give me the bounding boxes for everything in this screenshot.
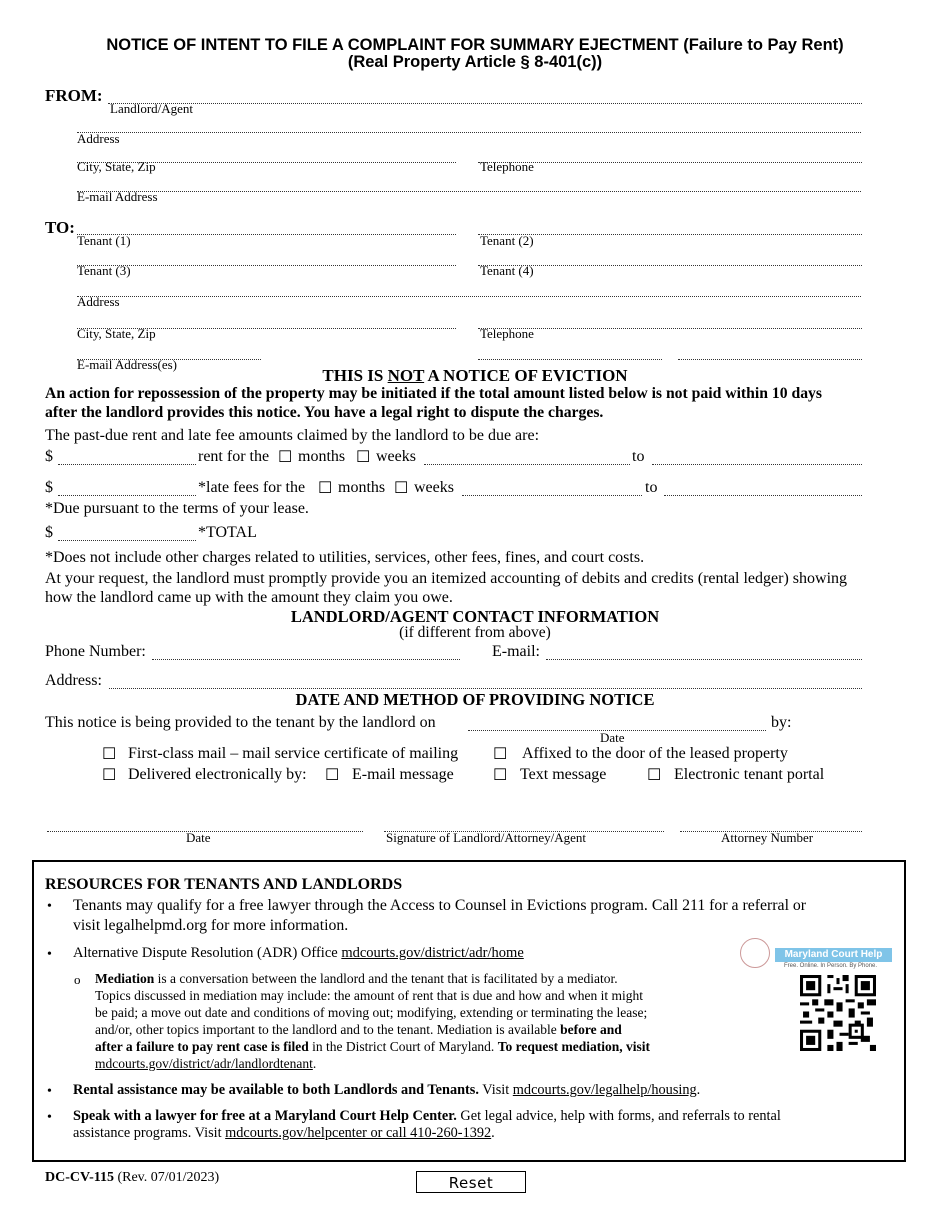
resource-item-1-line-1: Tenants may qualify for a free lawyer through the Access to Counsel in Evictions program. Call 211 for a referral or: [73, 897, 807, 914]
maryland-judiciary-seal-icon: [740, 938, 770, 968]
bullet-2: •: [47, 947, 52, 962]
request-line-2: how the landlord came up with the amount they claim you owe.: [45, 589, 453, 606]
contact-phone-input[interactable]: [152, 645, 460, 660]
to-telephone-caption: Telephone: [480, 326, 534, 341]
due-pursuant-note: *Due pursuant to the terms of your lease.: [45, 500, 309, 517]
landlord-agent-caption: Landlord/Agent: [110, 101, 194, 116]
mediation-line-6: mdcourts.gov/district/adr/landlordtenant.: [95, 1056, 317, 1071]
rent-for-the-label: rent for the: [198, 448, 270, 465]
not-eviction-heading: THIS IS NOT A NOTICE OF EVICTION: [322, 366, 628, 385]
mch-title: Maryland Court Help: [775, 948, 892, 962]
to-email2-input[interactable]: [478, 345, 662, 360]
warning-line-1: An action for repossession of the property may be initiated if the total amount listed below is not paid within 10 days: [45, 385, 823, 402]
to-address-caption: Address: [77, 294, 120, 309]
mediation-line-2: Topics discussed in mediation may include: the amount of rent that is due and how and when it might: [95, 988, 643, 1003]
total-amount-input[interactable]: [58, 526, 196, 541]
contact-address-label: Address:: [45, 672, 102, 689]
resource-item-1-line-2: visit legalhelpmd.org for more information.: [73, 917, 349, 934]
rent-dollar-sign: $: [45, 448, 53, 465]
tenant1-caption: Tenant (1): [77, 233, 131, 248]
qr-code-icon[interactable]: [800, 975, 876, 1051]
mediation-link[interactable]: mdcourts.gov/district/adr/landlordtenant: [95, 1056, 313, 1071]
text-message-checkbox[interactable]: ☐: [493, 767, 508, 784]
to-city-caption: City, State, Zip: [77, 326, 156, 341]
rent-to-date-input[interactable]: [652, 450, 862, 465]
tenant2-caption: Tenant (2): [480, 233, 534, 248]
resource-adr: Alternative Dispute Resolution (ADR) Office mdcourts.gov/district/adr/home: [73, 945, 524, 961]
not-include-note: *Does not include other charges related to utilities, services, other fees, fines, and court costs.: [45, 549, 645, 566]
warning-line-2: after the landlord provides this notice. You have a legal right to dispute the charges.: [45, 404, 604, 421]
form-id: DC-CV-115 (Rev. 07/01/2023): [45, 1170, 220, 1185]
portal-checkbox[interactable]: ☐: [647, 767, 662, 784]
total-label: *TOTAL: [198, 524, 257, 541]
rental-link[interactable]: mdcourts.gov/legalhelp/housing: [512, 1082, 697, 1098]
rent-months-label: months: [298, 448, 346, 465]
tenant2-input[interactable]: [478, 220, 862, 235]
contact-phone-label: Phone Number:: [45, 643, 146, 660]
rent-from-date-input[interactable]: [424, 450, 630, 465]
first-class-label: First-class mail – mail service certificate of mailing: [128, 745, 459, 762]
mediation-line-1: Mediation is a conversation between the landlord and the tenant that is facilitated by a mediator.: [95, 971, 618, 986]
signature-date-caption: Date: [186, 830, 211, 845]
bullet-1: •: [47, 899, 52, 914]
mch-subtitle: Free. Online. In Person. By Phone.: [784, 963, 878, 969]
rent-amount-input[interactable]: [58, 450, 196, 465]
to-telephone-input[interactable]: [478, 314, 862, 329]
contact-heading: LANDLORD/AGENT CONTACT INFORMATION: [290, 607, 660, 626]
from-email-input[interactable]: [77, 177, 861, 192]
to-email-caption: E-mail Address(es): [77, 357, 178, 372]
text-message-label: Text message: [520, 766, 607, 783]
affixed-checkbox[interactable]: ☐: [493, 746, 508, 763]
rent-months-checkbox[interactable]: ☐: [278, 449, 293, 466]
delivered-checkbox[interactable]: ☐: [102, 767, 117, 784]
total-dollar-sign: $: [45, 524, 53, 541]
late-weeks-checkbox[interactable]: ☐: [394, 480, 409, 497]
first-class-checkbox[interactable]: ☐: [102, 746, 117, 763]
tenant3-input[interactable]: [77, 251, 456, 266]
helpcenter-link[interactable]: mdcourts.gov/helpcenter or call 410-260-1392: [225, 1125, 492, 1141]
resource-rental: Rental assistance may be available to both Landlords and Tenants. Visit mdcourts.gov/legalhelp/housing.: [73, 1082, 701, 1098]
to-label: TO:: [45, 218, 75, 237]
late-fees-for-label: *late fees for the: [198, 479, 306, 496]
contact-address-input[interactable]: [109, 674, 862, 689]
email-message-checkbox[interactable]: ☐: [325, 767, 340, 784]
late-weeks-label: weeks: [414, 479, 454, 496]
from-telephone-caption: Telephone: [480, 159, 534, 174]
late-fee-amount-input[interactable]: [58, 481, 196, 496]
bullet-3: •: [47, 1084, 52, 1099]
landlord-agent-input[interactable]: [108, 89, 862, 104]
by-label: by:: [771, 714, 792, 731]
from-telephone-input[interactable]: [478, 148, 862, 163]
tenant1-input[interactable]: [77, 220, 456, 235]
contact-email-label: E-mail:: [492, 643, 540, 660]
portal-label: Electronic tenant portal: [674, 766, 825, 783]
method-heading: DATE AND METHOD OF PROVIDING NOTICE: [295, 690, 655, 709]
sub-bullet: o: [74, 972, 81, 987]
resources-heading: RESOURCES FOR TENANTS AND LANDLORDS: [45, 876, 403, 893]
tenant4-caption: Tenant (4): [480, 263, 534, 278]
rent-weeks-label: weeks: [376, 448, 416, 465]
rent-weeks-checkbox[interactable]: ☐: [356, 449, 371, 466]
notice-date-caption: Date: [600, 730, 625, 745]
from-email-caption: E-mail Address: [77, 189, 158, 204]
affixed-label: Affixed to the door of the leased property: [522, 745, 788, 762]
mediation-line-4: and/or, other topics important to the landlord and to the tenant. Mediation is available before and: [95, 1022, 622, 1037]
mediation-line-5: after a failure to pay rent case is filed in the District Court of Maryland. To request mediation, visit: [95, 1039, 650, 1054]
bullet-4: •: [47, 1110, 52, 1125]
late-to-label: to: [645, 479, 658, 496]
to-email3-input[interactable]: [678, 345, 862, 360]
late-dollar-sign: $: [45, 479, 53, 496]
form-title: NOTICE OF INTENT TO FILE A COMPLAINT FOR SUMMARY EJECTMENT (Failure to Pay Rent): [106, 36, 844, 54]
tenant4-input[interactable]: [478, 251, 862, 266]
from-label: FROM:: [45, 86, 103, 105]
late-months-label: months: [338, 479, 386, 496]
from-address-caption: Address: [77, 131, 120, 146]
reset-button[interactable]: Reset: [416, 1171, 526, 1193]
resource-speak-line-1: Speak with a lawyer for free at a Maryland Court Help Center. Get legal advice, help with forms, and referrals to rental: [73, 1108, 781, 1124]
attorney-number-caption: Attorney Number: [721, 830, 814, 845]
delivered-label: Delivered electronically by:: [128, 766, 307, 783]
provided-text: This notice is being provided to the tenant by the landlord on: [45, 714, 436, 731]
signature-caption: Signature of Landlord/Attorney/Agent: [386, 830, 587, 845]
from-city-caption: City, State, Zip: [77, 159, 156, 174]
mediation-line-3: be paid; a move out date and conditions of moving out; modifying, extending or terminating the lease;: [95, 1005, 648, 1020]
form-statute: (Real Property Article § 8-401(c)): [347, 53, 603, 71]
adr-link[interactable]: mdcourts.gov/district/adr/home: [341, 945, 524, 961]
to-address-input[interactable]: [77, 282, 861, 297]
contact-subheading: (if different from above): [399, 624, 551, 641]
tenant3-caption: Tenant (3): [77, 263, 131, 278]
late-to-date-input[interactable]: [664, 481, 862, 496]
late-months-checkbox[interactable]: ☐: [318, 480, 333, 497]
from-address-input[interactable]: [77, 118, 861, 133]
late-from-date-input[interactable]: [462, 481, 642, 496]
request-line-1: At your request, the landlord must promptly provide you an itemized accounting of debits and credits (rental ledger) showing: [45, 570, 848, 587]
contact-email-input[interactable]: [546, 645, 862, 660]
claimed-intro: The past-due rent and late fee amounts claimed by the landlord to be due are:: [45, 427, 540, 444]
notice-date-input[interactable]: [468, 716, 766, 731]
resource-speak-line-2: assistance programs. Visit mdcourts.gov/helpcenter or call 410-260-1392.: [73, 1125, 495, 1141]
email-message-label: E-mail message: [352, 766, 454, 783]
rent-to-label: to: [632, 448, 645, 465]
